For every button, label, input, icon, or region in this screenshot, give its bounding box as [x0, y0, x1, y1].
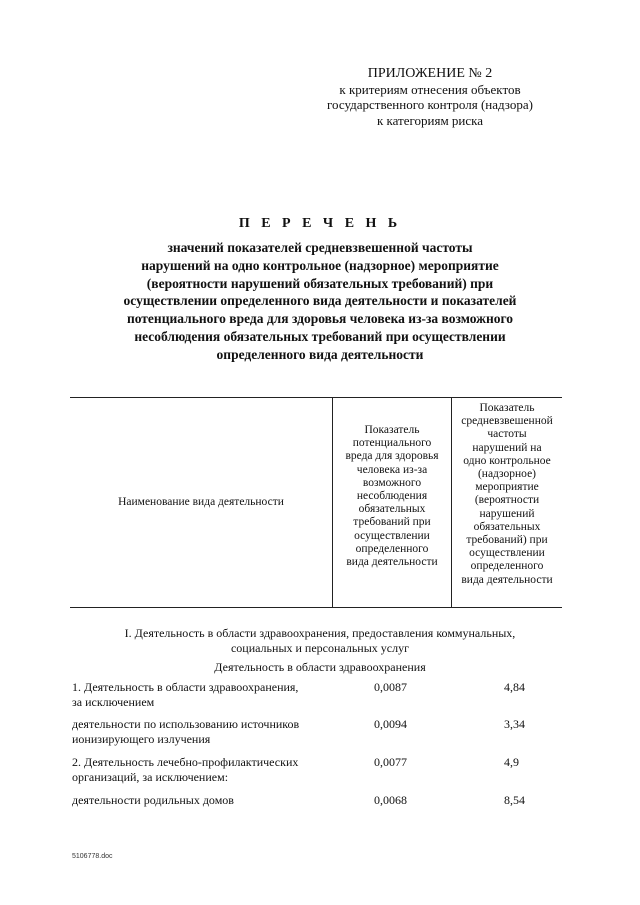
table-body [72, 680, 562, 813]
header-activity-label: Наименование вида деятельности [118, 495, 284, 508]
frequency-value: 4,84 [504, 680, 525, 694]
header-harm-line: потенциального [352, 437, 432, 450]
subtitle-line: несоблюдения обязательных требований при осуществлении [134, 328, 506, 344]
activity-name [72, 793, 332, 808]
activity-name-line: за исключением [72, 695, 155, 710]
header-freq-line: Показатель [479, 402, 535, 414]
activity-name [72, 755, 332, 786]
activity-name-line: деятельности родильных домов [72, 793, 234, 807]
activity-name [72, 717, 332, 748]
header-freq-line: (вероятности [474, 494, 540, 507]
document-subtitle [100, 239, 540, 364]
subsection-heading: Деятельность в области здравоохранения [214, 660, 426, 674]
subtitle-line: нарушений на одно контрольное (надзорное) мероприятие [141, 257, 499, 273]
document-title: П Е Р Е Ч Е Н Ь [238, 216, 402, 231]
harm-value: 0,0094 [374, 717, 407, 731]
header-frequency-indicator [452, 398, 562, 607]
header-freq-line: определенного [470, 560, 544, 573]
subtitle-line: (вероятности нарушений обязательных требований) при [146, 275, 494, 291]
activity-name-line: 2. Деятельность лечебно-профилактических [72, 755, 299, 769]
subtitle-line: значений показателей средневзвешенной частоты [167, 240, 473, 255]
file-name-footer: 5106778.doc [72, 853, 113, 860]
subtitle-line: осуществлении определенного вида деятельности и показателей [123, 293, 517, 309]
header-freq-line: одно контрольное [463, 454, 551, 467]
subtitle-line: определенного вида деятельности [216, 346, 424, 362]
appendix-line: к категориям риска [376, 112, 484, 128]
section-heading-line: I. Деятельность в области здравоохранения, предоставления коммунальных, [124, 626, 516, 640]
header-harm-line: требований при [353, 516, 431, 529]
appendix-line: к критериям отнесения объектов [339, 81, 521, 97]
table-row [72, 680, 562, 717]
header-harm-line: осуществлении [354, 529, 430, 542]
appendix-line: государственного контроля (надзора) [327, 97, 533, 112]
activity-name-line: деятельности по использованию источников [72, 717, 300, 731]
header-harm-line: вида деятельности [346, 556, 438, 569]
header-harm-line: вреда для здоровья [345, 450, 439, 463]
table-header [70, 397, 562, 608]
header-harm-line: обязательных [358, 503, 426, 516]
header-harm-line: возможного [362, 476, 422, 489]
harm-value: 0,0087 [374, 680, 407, 694]
header-harm-line: человека из-за [356, 463, 428, 476]
table-row [72, 755, 562, 793]
header-freq-line: осуществлении [469, 547, 545, 560]
frequency-value: 4,9 [504, 755, 519, 769]
header-freq-line: нарушений [479, 507, 535, 520]
subtitle-line: потенциального вреда для здоровья человека из-за возможного [126, 311, 514, 327]
section-heading-line: социальных и персональных услуг [230, 641, 410, 655]
header-harm-line: несоблюдения [356, 490, 428, 503]
header-harm-line: Показатель [364, 424, 420, 436]
appendix-title: ПРИЛОЖЕНИЕ № 2 [367, 66, 493, 81]
header-activity-name [70, 398, 332, 607]
header-freq-line: нарушений на [472, 441, 542, 454]
table-row [72, 717, 562, 755]
header-freq-line: обязательных [473, 520, 541, 533]
frequency-value: 8,54 [504, 793, 525, 807]
appendix-block [300, 66, 560, 128]
activity-name [72, 680, 332, 711]
section-heading [80, 626, 560, 656]
header-harm-indicator [332, 398, 452, 607]
header-freq-line: вида деятельности [461, 573, 553, 586]
table-row [72, 793, 562, 813]
activity-name-line: организаций, за исключением: [72, 770, 229, 785]
activity-name-line: ионизирующего излучения [72, 732, 211, 747]
harm-value: 0,0077 [374, 755, 407, 769]
header-freq-line: средневзвешенной [461, 415, 553, 428]
header-harm-line: определенного [355, 542, 429, 555]
header-freq-line: мероприятие [475, 481, 539, 494]
header-freq-line: частоты [487, 428, 527, 441]
harm-value: 0,0068 [374, 793, 407, 807]
header-freq-line: требований) при [466, 534, 548, 547]
frequency-value: 3,34 [504, 717, 525, 731]
header-freq-line: (надзорное) [477, 468, 537, 481]
activity-name-line: 1. Деятельность в области здравоохранения, [72, 680, 299, 694]
